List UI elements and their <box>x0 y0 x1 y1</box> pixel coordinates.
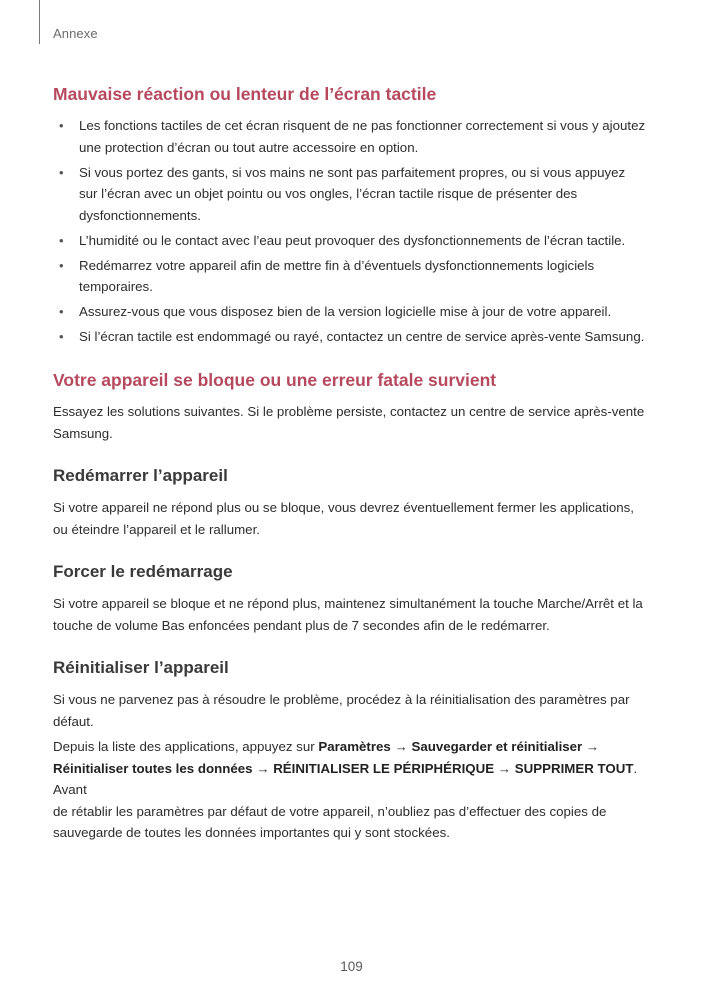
subsection-title-force-restart: Forcer le redémarrage <box>53 562 233 581</box>
subsection-title-restart: Redémarrer l’appareil <box>53 466 228 485</box>
restart-text: Si votre appareil ne répond plus ou se bloque, vous devrez éventuellement fermer les applications, ou éteindre l’appareil et le rallumer. <box>53 500 634 537</box>
bullet-icon: • <box>59 257 64 273</box>
section-title-freeze: Votre appareil se bloque ou une erreur fatale survient <box>53 370 497 390</box>
reset-instructions-text: Depuis la liste des applications, appuyez sur Paramètres → Sauvegarder et réinitialiser → Réinitialiser toutes les données → RÉINITIALISER LE PÉRIPHÉRIQUE → SUPPRIMER TOUT. Avant de rétablir les paramètres par défaut de votre appareil, n’oubliez pas d’effectuer des copies de sauvegarde de toutes les données importantes qui y sont stockées. <box>53 739 638 840</box>
bullet-icon: • <box>59 232 64 248</box>
page-number: 109 <box>340 959 363 974</box>
menu-path-delete-all: SUPPRIMER TOUT <box>514 760 634 776</box>
freeze-intro: Essayez les solutions suivantes. Si le problème persiste, contactez un centre de service après-vente Samsung. <box>53 404 645 441</box>
bullet-icon: • <box>59 304 64 319</box>
list-item: • Les fonctions tactiles de cet écran risquent de ne pas fonctionner correctement si vous y ajoutez une protection d’écran ou tout autre accessoire en option. <box>53 115 653 158</box>
bullet-icon: • <box>59 118 64 133</box>
force-restart-text: Si votre appareil se bloque et ne répond plus, maintenez simultanément la touche Marche/Arrêt et la touche de volume Bas enfoncées pendant plus de 7 secondes afin de le redémarrer. <box>53 596 643 633</box>
menu-path-settings: Paramètres <box>318 739 391 754</box>
list-item: • Si vous portez des gants, si vos mains ne sont pas parfaitement propres, ou si vous appuyez sur l’écran avec un objet pointu ou vos ongles, l’écran tactile risque de présenter des dysfonctionnements. <box>53 162 653 227</box>
touchscreen-tips-list <box>53 115 653 348</box>
list-item: • Si l’écran tactile est endommagé ou rayé, contactez un centre de service après-vente Samsung. <box>53 326 653 348</box>
menu-path-reset-device: RÉINITIALISER LE PÉRIPHÉRIQUE <box>273 760 495 776</box>
section-title-touchscreen: Mauvaise réaction ou lenteur de l’écran tactile <box>53 84 437 104</box>
menu-path-backup-reset: Sauvegarder et réinitialiser <box>411 739 583 754</box>
list-item: • L’humidité ou le contact avec l’eau peut provoquer des dysfonctionnements de l’écran tactile. <box>53 230 653 252</box>
subsection-title-reset: Réinitialiser l’appareil <box>53 658 229 677</box>
bullet-icon: • <box>59 164 64 180</box>
bullet-icon: • <box>59 329 64 344</box>
running-header: Annexe <box>53 26 98 41</box>
header-rule <box>39 0 40 44</box>
list-item: • Redémarrez votre appareil afin de mettre fin à d’éventuels dysfonctionnements logiciels temporaires. <box>53 255 653 298</box>
menu-path-factory-reset: Réinitialiser toutes les données <box>53 760 253 776</box>
list-item: • Assurez-vous que vous disposez bien de la version logicielle mise à jour de votre appareil. <box>53 301 653 323</box>
page-content <box>53 82 653 844</box>
reset-intro-text: Si vous ne parvenez pas à résoudre le problème, procédez à la réinitialisation des paramètres par défaut. <box>53 692 630 729</box>
